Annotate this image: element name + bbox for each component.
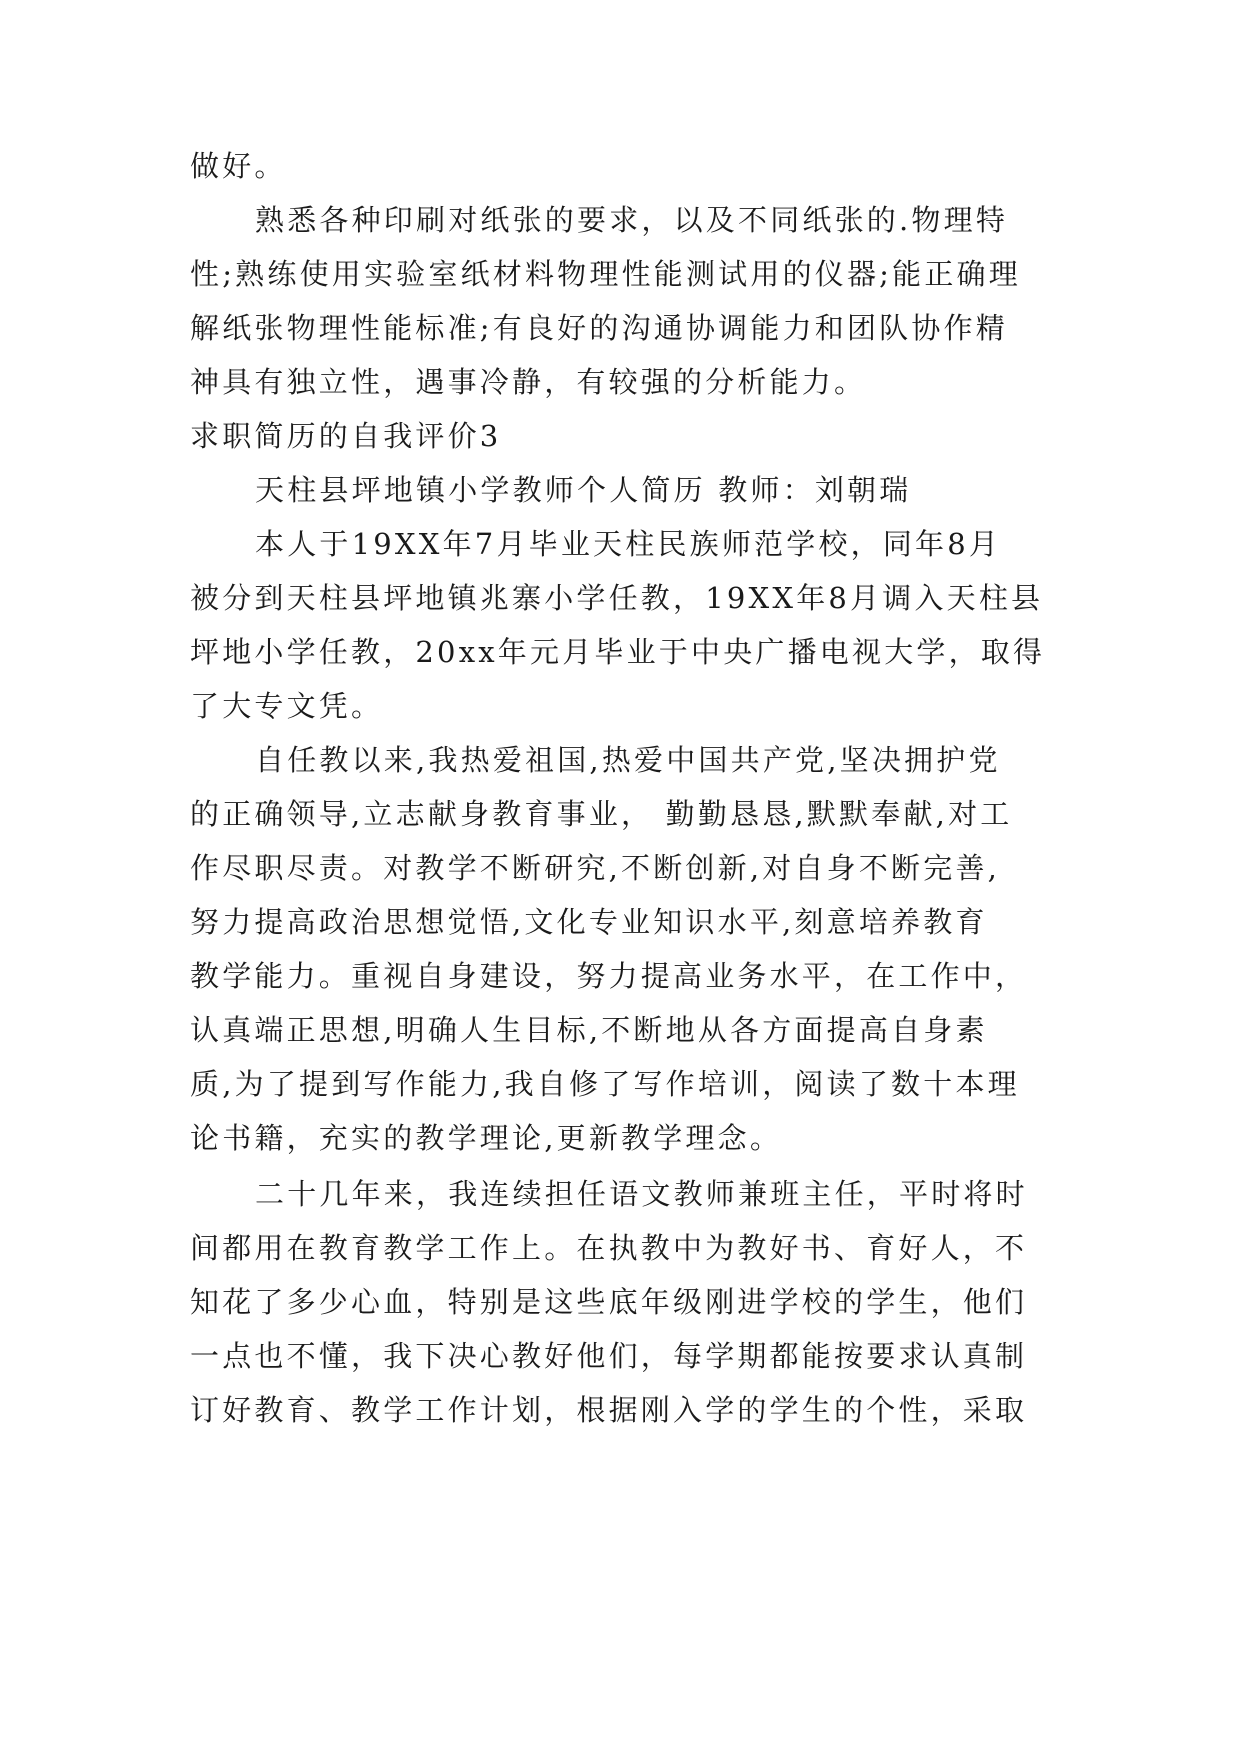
text-line: 被分到天柱县坪地镇兆寨小学任教，19XX年8月调入天柱县: [190, 581, 1044, 615]
paragraph-first-line: 本人于19XX年7月毕业天柱民族师范学校，同年8月: [255, 527, 1002, 561]
text-line: 订好教育、教学工作计划，根据刚入学的学生的个性，采取: [190, 1393, 1028, 1427]
text-line: 解纸张物理性能标准;有良好的沟通协调能力和团队协作精: [190, 311, 1008, 345]
text-line: 认真端正思想,明确人生目标,不断地从各方面提高自身素: [190, 1013, 988, 1047]
resume-title: 天柱县坪地镇小学教师个人简历 教师：刘朝瑞: [255, 473, 912, 507]
text-line: 性;熟练使用实验室纸材料物理性能测试用的仪器;能正确理: [190, 257, 1021, 291]
text-line: 质,为了提到写作能力,我自修了写作培训，阅读了数十本理: [190, 1067, 1020, 1101]
text-line: 神具有独立性，遇事冷静，有较强的分析能力。: [190, 365, 867, 399]
text-line: 作尽职尽责。对教学不断研究,不断创新,对自身不断完善,: [190, 851, 1001, 885]
text-line: 的正确领导,立志献身教育事业， 勤勤恳恳,默默奉献,对工: [190, 797, 1013, 831]
text-line: 努力提高政治思想觉悟,文化专业知识水平,刻意培养教育: [190, 905, 988, 939]
text-line: 教学能力。重视自身建设，努力提高业务水平，在工作中，: [190, 959, 1028, 993]
section-heading: 求职简历的自我评价3: [190, 419, 502, 453]
paragraph-first-line: 熟悉各种印刷对纸张的要求，以及不同纸张的.物理特: [255, 203, 1009, 237]
text-line: 知花了多少心血，特别是这些底年级刚进学校的学生，他们: [190, 1285, 1028, 1319]
text-line: 了大专文凭。: [190, 689, 384, 723]
text-line: 一点也不懂，我下决心教好他们，每学期都能按要求认真制: [190, 1339, 1028, 1373]
paragraph-first-line: 自任教以来,我热爱祖国,热爱中国共产党,坚决拥护党: [255, 743, 1001, 777]
paragraph-first-line: 二十几年来，我连续担任语文教师兼班主任，平时将时: [255, 1177, 1028, 1211]
text-line: 间都用在教育教学工作上。在执教中为教好书、育好人，不: [190, 1231, 1028, 1265]
text-line: 论书籍，充实的教学理论,更新教学理念。: [190, 1121, 783, 1155]
text-line: 坪地小学任教，20xx年元月毕业于中央广播电视大学，取得: [190, 635, 1046, 669]
text-line: 做好。: [190, 149, 287, 183]
